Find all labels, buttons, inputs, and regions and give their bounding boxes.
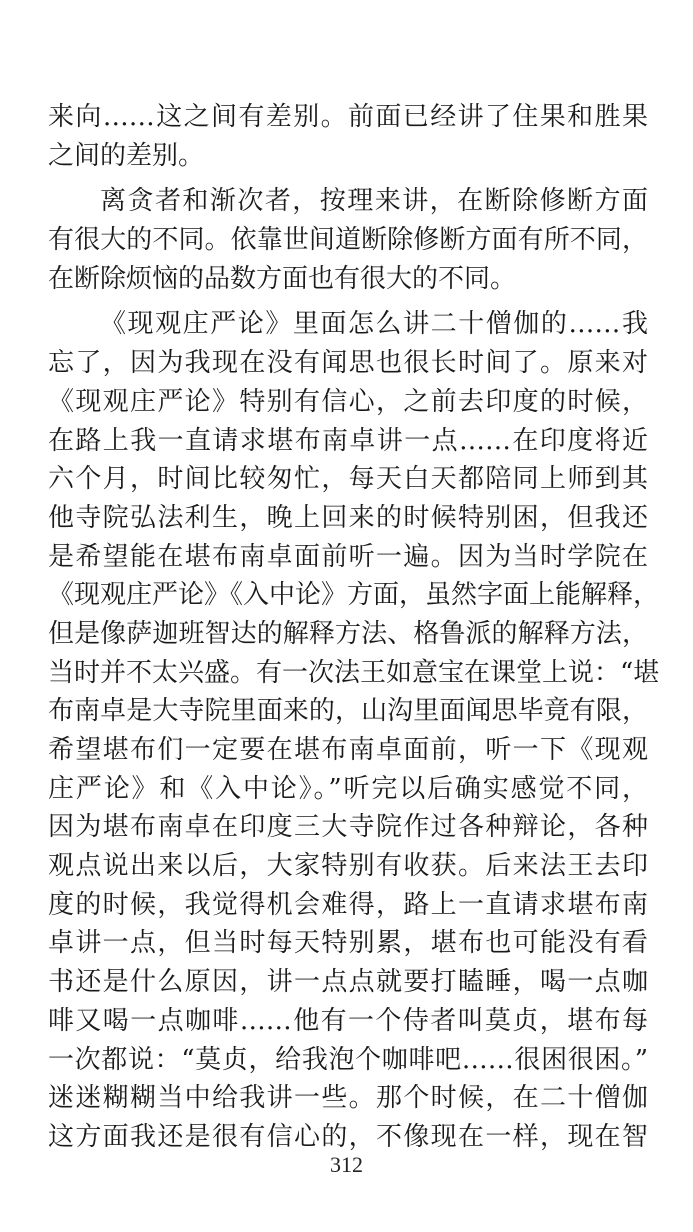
text-line: 《现观庄严论》特别有信心，之前去印度的时候， xyxy=(48,386,648,417)
text-line: 庄严论》和《入中论》。”听完以后确实感觉不同， xyxy=(48,773,648,804)
text-line: 因为堪布南卓在印度三大寺院作过各种辩论，各种 xyxy=(48,812,648,843)
text-line: 离贪者和渐次者，按理来讲，在断除修断方面 xyxy=(100,186,648,217)
book-page-body xyxy=(48,98,660,1157)
text-line: 观点说出来以后，大家特别有收获。后来法王去印 xyxy=(48,851,648,882)
text-line: 迷迷糊糊当中给我讲一些。那个时候，在二十僧伽 xyxy=(48,1083,648,1114)
text-line: 在路上我一直请求堪布南卓讲一点……在印度将近 xyxy=(48,425,648,456)
paragraph-2 xyxy=(48,182,648,298)
page-number: 312 xyxy=(330,1152,363,1177)
text-line: 这方面我还是很有信心的，不像现在一样，现在智 xyxy=(48,1121,648,1152)
text-line: 度的时候，我觉得机会难得，路上一直请求堪布南 xyxy=(48,889,648,920)
text-line: 《现观庄严论》里面怎么讲二十僧伽的……我 xyxy=(100,309,648,340)
text-line: 来向……这之间有差别。前面已经讲了住果和胜果 xyxy=(48,102,648,132)
text-line: 有很大的不同。依靠世间道断除修断方面有所不同， xyxy=(48,225,648,256)
text-line: 书还是什么原因，讲一点点就要打瞌睡，喝一点咖 xyxy=(48,967,648,998)
text-line: 但是像萨迦班智达的解释方法、格鲁派的解释方法， xyxy=(48,618,648,649)
paragraph-1 xyxy=(48,98,648,175)
text-line: 《现观庄严论》《入中论》方面，虽然字面上能解释， xyxy=(48,580,660,611)
text-line: 布南卓是大寺院里面来的，山沟里面闻思毕竟有限， xyxy=(48,696,648,727)
text-line: 他寺院弘法利生，晚上回来的时候特别困，但我还 xyxy=(48,502,648,533)
text-line: 啡又喝一点咖啡……他有一个侍者叫莫贞，堪布每 xyxy=(48,1005,648,1036)
text-line: 在断除烦恼的品数方面也有很大的不同。 xyxy=(48,263,517,294)
text-line: 当时并不太兴盛。有一次法王如意宝在课堂上说：“堪 xyxy=(48,657,660,688)
text-line: 希望堪布们一定要在堪布南卓面前，听一下《现观 xyxy=(48,735,648,765)
paragraph-3 xyxy=(48,305,660,1156)
text-line: 忘了，因为我现在没有闻思也很长时间了。原来对 xyxy=(48,348,648,379)
text-line: 卓讲一点，但当时每天特别累，堪布也可能没有看 xyxy=(48,928,648,959)
text-line: 六个月，时间比较匆忙，每天白天都陪同上师到其 xyxy=(48,464,648,495)
text-line: 是希望能在堪布南卓面前听一遍。因为当时学院在 xyxy=(48,541,648,572)
text-line: 一次都说：“莫贞，给我泡个咖啡吧……很困很困。” xyxy=(48,1044,648,1075)
text-line: 之间的差别。 xyxy=(48,140,205,171)
